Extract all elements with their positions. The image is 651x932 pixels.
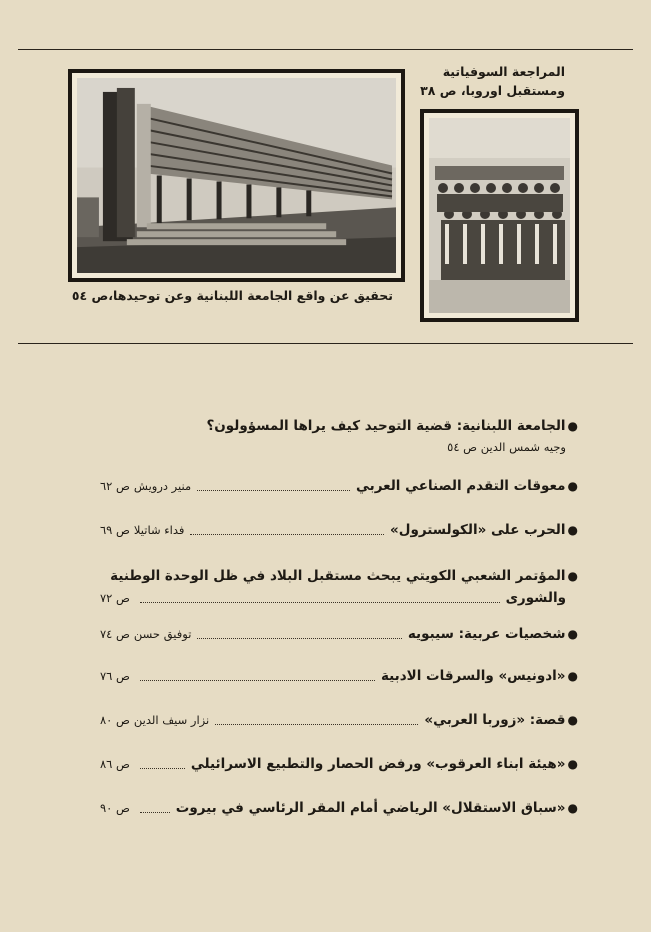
- toc-entry-page: ص ٩٠: [100, 801, 130, 815]
- toc-entry-title: «هيئة ابناء العرقوب» ورفض الحصار والتطبيع الاسرائيلي: [190, 756, 566, 772]
- toc-entry-author: منير درويش: [133, 479, 192, 493]
- bullet-icon: ●: [567, 713, 578, 727]
- building-photo-caption: تحقيق عن واقع الجامعة اللبنانية وعن توحيدها،ص ٥٤: [71, 288, 393, 303]
- toc-entry-title: شخصيات عربية: سيبويه: [407, 626, 566, 642]
- bullet-icon: ●: [567, 757, 578, 771]
- toc-entry-page: ص ٦٢: [100, 479, 130, 493]
- group-photo-caption-line1: المراجعة السوفياتية: [442, 64, 565, 79]
- toc-entry-page: ص ٦٩: [100, 523, 130, 537]
- toc-entry[interactable]: [100, 478, 578, 494]
- dotted-leader: [215, 724, 418, 725]
- toc-entry-page: ص ٧٢: [100, 591, 130, 605]
- delegation-group-photo: [420, 109, 579, 322]
- toc-entry-title: الحرب على «الكولسترول»: [390, 522, 566, 538]
- building-illustration: [77, 78, 396, 273]
- toc-entry-author: توفيق حسن: [133, 627, 192, 641]
- dotted-leader: [140, 768, 185, 769]
- toc-entry-page: ص ٧٦: [100, 669, 130, 683]
- toc-entry[interactable]: [100, 800, 578, 816]
- group-illustration: [429, 118, 570, 313]
- bullet-icon: ●: [567, 419, 578, 433]
- top-divider: [18, 49, 633, 50]
- toc-entry[interactable]: [100, 568, 578, 606]
- toc-entry-title: المؤتمر الشعبي الكويتي يبحث مستقبل البلاد في ظل الوحدة الوطنية: [110, 568, 566, 584]
- toc-entry[interactable]: [100, 712, 578, 728]
- toc-entry[interactable]: [100, 756, 578, 772]
- toc-entry-page: ص ٨٠: [100, 713, 130, 727]
- toc-entry-author: نزار سيف الدين: [133, 713, 210, 727]
- toc-entry-author-page: وجيه شمس الدين ص ٥٤: [447, 440, 566, 454]
- toc-entry-title: «سباق الاستقلال» الرياضي أمام المقر الرئاسي في بيروت: [175, 800, 566, 816]
- toc-entry-page: ص ٧٤: [100, 627, 130, 641]
- toc-entry[interactable]: [100, 522, 578, 538]
- toc-entry-title: الجامعة اللبنانية: قضية التوحيد كيف يراها المسؤولون؟: [206, 418, 566, 434]
- dotted-leader: [140, 812, 170, 813]
- dotted-leader: [197, 638, 401, 639]
- toc-entry[interactable]: [100, 668, 578, 684]
- dotted-leader: [190, 534, 384, 535]
- middle-divider: [18, 343, 633, 344]
- toc-entry-title: معوقات التقدم الصناعي العربي: [355, 478, 566, 494]
- group-photo-caption-line2: ومستقبل اوروبا، ص ٣٨: [420, 83, 565, 98]
- toc-entry-title: قصة: «زوربا العربي»: [424, 712, 566, 728]
- dotted-leader: [140, 602, 500, 603]
- bullet-icon: ●: [567, 627, 578, 641]
- dotted-leader: [197, 490, 350, 491]
- bullet-icon: ●: [567, 523, 578, 537]
- dotted-leader: [140, 680, 375, 681]
- toc-entry-title-continued: والشورى: [505, 590, 566, 606]
- bullet-icon: ●: [567, 479, 578, 493]
- bullet-icon: ●: [567, 569, 578, 583]
- bullet-icon: ●: [567, 669, 578, 683]
- bullet-icon: ●: [567, 801, 578, 815]
- university-building-photo: [68, 69, 405, 282]
- toc-entry[interactable]: [100, 626, 578, 642]
- toc-entry[interactable]: [100, 418, 578, 454]
- toc-entry-title: «ادونيس» والسرقات الادبية: [380, 668, 566, 684]
- toc-entry-page: ص ٨٦: [100, 757, 130, 771]
- toc-entry-author: فداء شاتيلا: [133, 523, 185, 537]
